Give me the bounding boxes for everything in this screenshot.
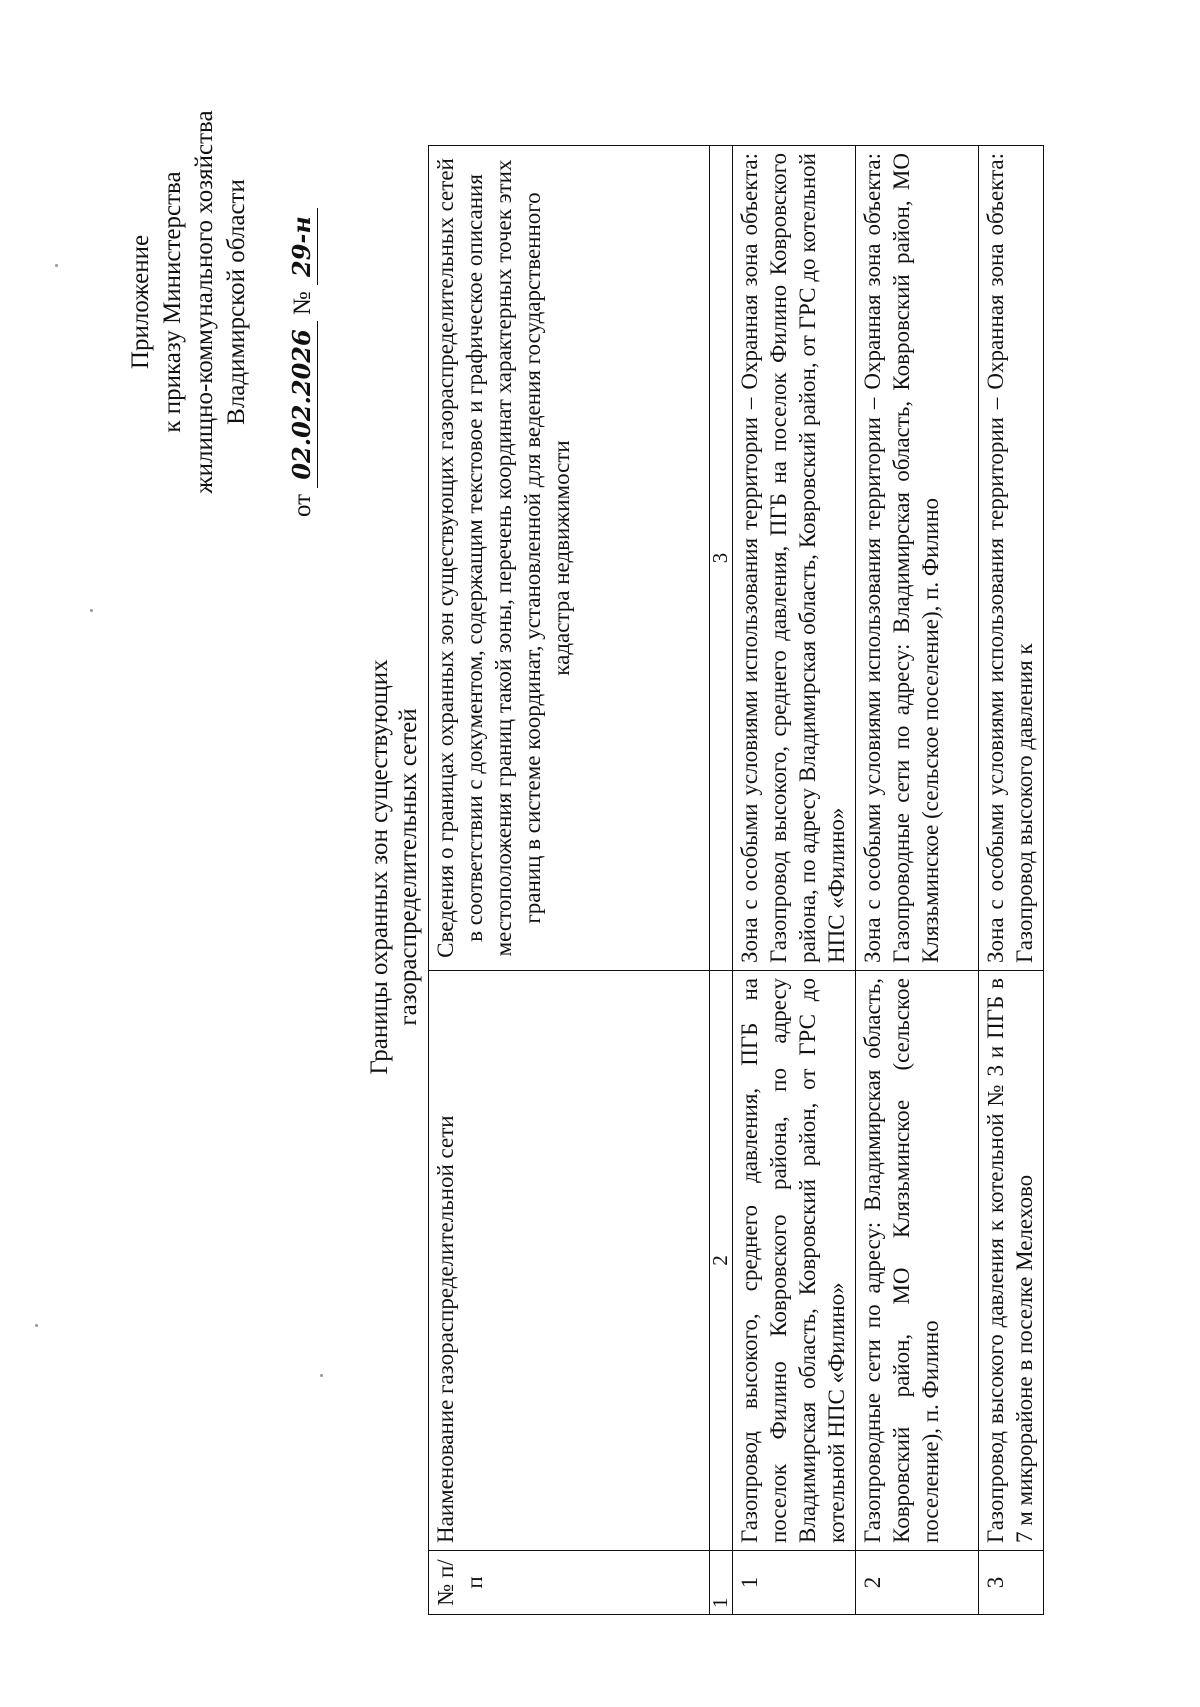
order-date: 02.02.2026 <box>287 321 318 487</box>
protection-zones-table <box>428 145 1044 1615</box>
order-date-number <box>283 52 323 552</box>
header-number: № п/п <box>429 1551 710 1615</box>
header-zone-info: Сведения о границах охранных зон существующих газораспределительных сетей в соответствии с документом, содержащим текстовое и графическое описания местоположения границ такой зоны, перечень координат характерных точек этих границ в системе координат, установленной для ведения государственного кадастра недвижимости <box>429 146 710 971</box>
scan-speck <box>55 264 58 267</box>
appendix-region: Владимирской области <box>223 179 250 425</box>
from-label: от <box>289 493 316 517</box>
title-line-1: Границы охранных зон существующих <box>366 659 393 1075</box>
scan-speck <box>320 1374 323 1377</box>
row-number: 1 <box>733 1551 856 1615</box>
number-label: № <box>289 291 316 316</box>
appendix-header <box>125 52 323 552</box>
network-name: Газопроводные сети по адресу: Владимирская область, Ковровский район, МО Клязьминское (сельское поселение), п. Филино <box>856 971 979 1551</box>
zone-info: Зона с особыми условиями использования территории – Охранная зона объекта: Газопровод высокого давления к <box>979 146 1044 971</box>
appendix-order-ref: к приказу Министерства <box>159 171 186 433</box>
zone-info: Зона с особыми условиями использования территории – Охранная зона объекта: Газопровод высокого, среднего давления, ПГБ на поселок Филино Ковровского района, по адресу Владимирская область, Ковровский район, от ГРС до котельной НПС «Филино» <box>733 146 856 971</box>
network-name: Газопровод высокого давления к котельной № 3 и ПГБ в 7 м микрорайоне в поселке Мелехово <box>979 971 1044 1551</box>
appendix-ministry: жилищно-коммунального хозяйства <box>191 110 218 494</box>
column-number: 1 <box>710 1551 733 1615</box>
network-name: Газопровод высокого, среднего давления, ПГБ на поселок Филино Ковровского района, по адресу Владимирская область, Ковровский район, от ГРС до котельной НПС «Филино» <box>733 971 856 1551</box>
scan-speck <box>90 609 93 612</box>
title-line-2: газораспределительных сетей <box>395 708 422 1026</box>
column-numbers-row <box>710 146 733 1615</box>
zone-info: Зона с особыми условиями использования территории – Охранная зона объекта: Газопроводные сети по адресу: Владимирская область, Ковровский район, МО Клязьминское (сельское поселение), п. Филино <box>856 146 979 971</box>
order-number: 29-н <box>287 208 318 285</box>
table-row <box>979 146 1044 1615</box>
document-title <box>365 147 423 1587</box>
table-header-row <box>429 146 710 1615</box>
column-number: 3 <box>710 146 733 971</box>
scan-speck <box>35 1324 38 1327</box>
header-network-name: Наименование газораспределительной сети <box>429 971 710 1551</box>
column-number: 2 <box>710 971 733 1551</box>
row-number: 3 <box>979 1551 1044 1615</box>
table-row <box>856 146 979 1615</box>
row-number: 2 <box>856 1551 979 1615</box>
appendix-title: Приложение <box>127 234 154 370</box>
table-row <box>733 146 856 1615</box>
